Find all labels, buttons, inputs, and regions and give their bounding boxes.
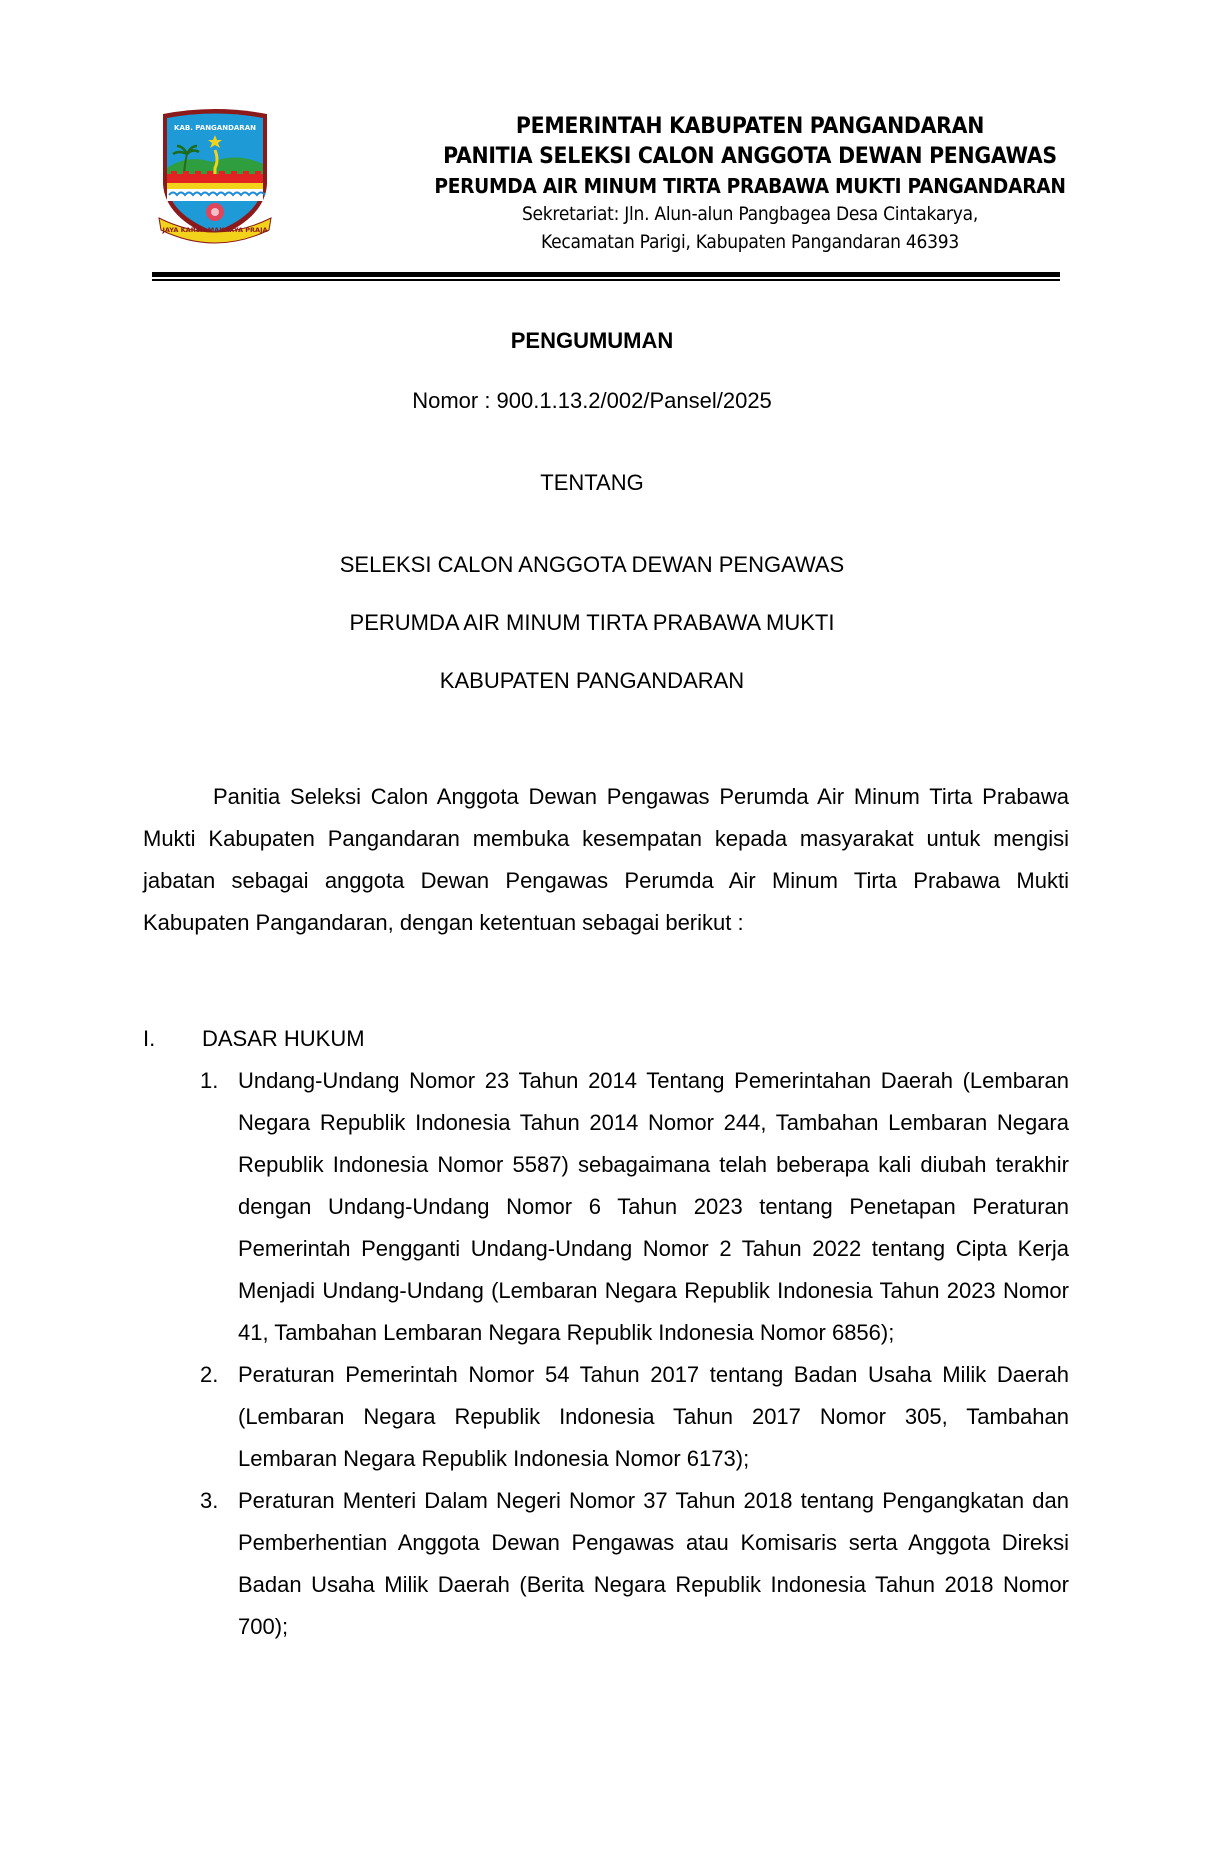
kab-pangandaran-emblem-icon <box>157 106 273 244</box>
list-item-number: 1. <box>200 1068 219 1093</box>
letterhead-line-company: PERUMDA AIR MINUM TIRTA PRABAWA MUKTI PANGANDARAN <box>434 174 1066 198</box>
svg-text:KAB. PANGANDARAN: KAB. PANGANDARAN <box>174 124 256 132</box>
list-item-number: 2. <box>200 1362 219 1387</box>
list-item-text: Undang-Undang Nomor 23 Tahun 2014 Tentang Pemerintahan Daerah (Lembaran Negara Republik Indonesia Tahun 2014 Nomor 244, Tambahan Lembaran Negara Republik Indonesia Nomor 5587) sebagaimana telah beberapa kali diubah terakhir dengan Undang-Undang Nomor 6 Tahun 2023 tentang Penetapan Peraturan Pemerintah Pengganti Undang-Undang Nomor 2 Tahun 2022 tentang Cipta Kerja Menjadi Undang-Undang (Lembaran Negara Republik Indonesia Tahun 2023 Nomor 41, Tambahan Lembaran Negara Republik Indonesia Nomor 6856); <box>238 1068 1069 1345</box>
section-title: DASAR HUKUM <box>202 1026 365 1051</box>
document-subject-line3: KABUPATEN PANGANDARAN <box>439 668 745 693</box>
list-item-text: Peraturan Menteri Dalam Negeri Nomor 37 Tahun 2018 tentang Pengangkatan dan Pemberhentian Anggota Dewan Pengawas atau Komisaris serta Anggota Direksi Badan Usaha Milik Daerah (Berita Negara Republik Indonesia Tahun 2018 Nomor 700); <box>238 1488 1069 1639</box>
section-legal-basis <box>143 1018 1069 1060</box>
letterhead-line-government: PEMERINTAH KABUPATEN PANGANDARAN <box>515 114 985 139</box>
section-number: I. <box>143 1026 156 1051</box>
list-item <box>200 1060 1069 1354</box>
letterhead <box>300 112 1200 256</box>
svg-text:JAYA KARSA MAKARYA PRAJA: JAYA KARSA MAKARYA PRAJA <box>162 226 268 234</box>
letterhead-address-line1: Sekretariat: Jln. Alun-alun Pangbagea Desa Cintakarya, <box>521 203 979 225</box>
letterhead-divider-thick <box>152 272 1060 277</box>
document-subject-line1: SELEKSI CALON ANGGOTA DEWAN PENGAWAS <box>339 552 845 577</box>
letterhead-line-committee: PANITIA SELEKSI CALON ANGGOTA DEWAN PENGAWAS <box>443 144 1057 169</box>
letterhead-divider-thin <box>152 279 1060 281</box>
document-title: PENGUMUMAN <box>510 328 674 353</box>
document-subject-line2: PERUMDA AIR MINUM TIRTA PRABAWA MUKTI <box>349 610 835 635</box>
intro-paragraph: Panitia Seleksi Calon Anggota Dewan Pengawas Perumda Air Minum Tirta Prabawa Mukti Kabupaten Pangandaran membuka kesempatan kepada masyarakat untuk mengisi jabatan sebagai anggota Dewan Pengawas Perumda Air Minum Tirta Prabawa Mukti Kabupaten Pangandaran, dengan ketentuan sebagai berikut : <box>143 784 1069 935</box>
list-item-number: 3. <box>200 1488 219 1513</box>
legal-basis-list <box>200 1060 1069 1648</box>
list-item-text: Peraturan Pemerintah Nomor 54 Tahun 2017 tentang Badan Usaha Milik Daerah (Lembaran Negara Republik Indonesia Tahun 2017 Nomor 305, Tambahan Lembaran Negara Republik Indonesia Nomor 6173); <box>238 1362 1069 1471</box>
document-number: Nomor : 900.1.13.2/002/Pansel/2025 <box>412 388 772 413</box>
list-item <box>200 1354 1069 1480</box>
letterhead-address-line2: Kecamatan Parigi, Kabupaten Pangandaran 46393 <box>541 231 959 253</box>
list-item <box>200 1480 1069 1648</box>
document-about-label: TENTANG <box>540 470 644 495</box>
